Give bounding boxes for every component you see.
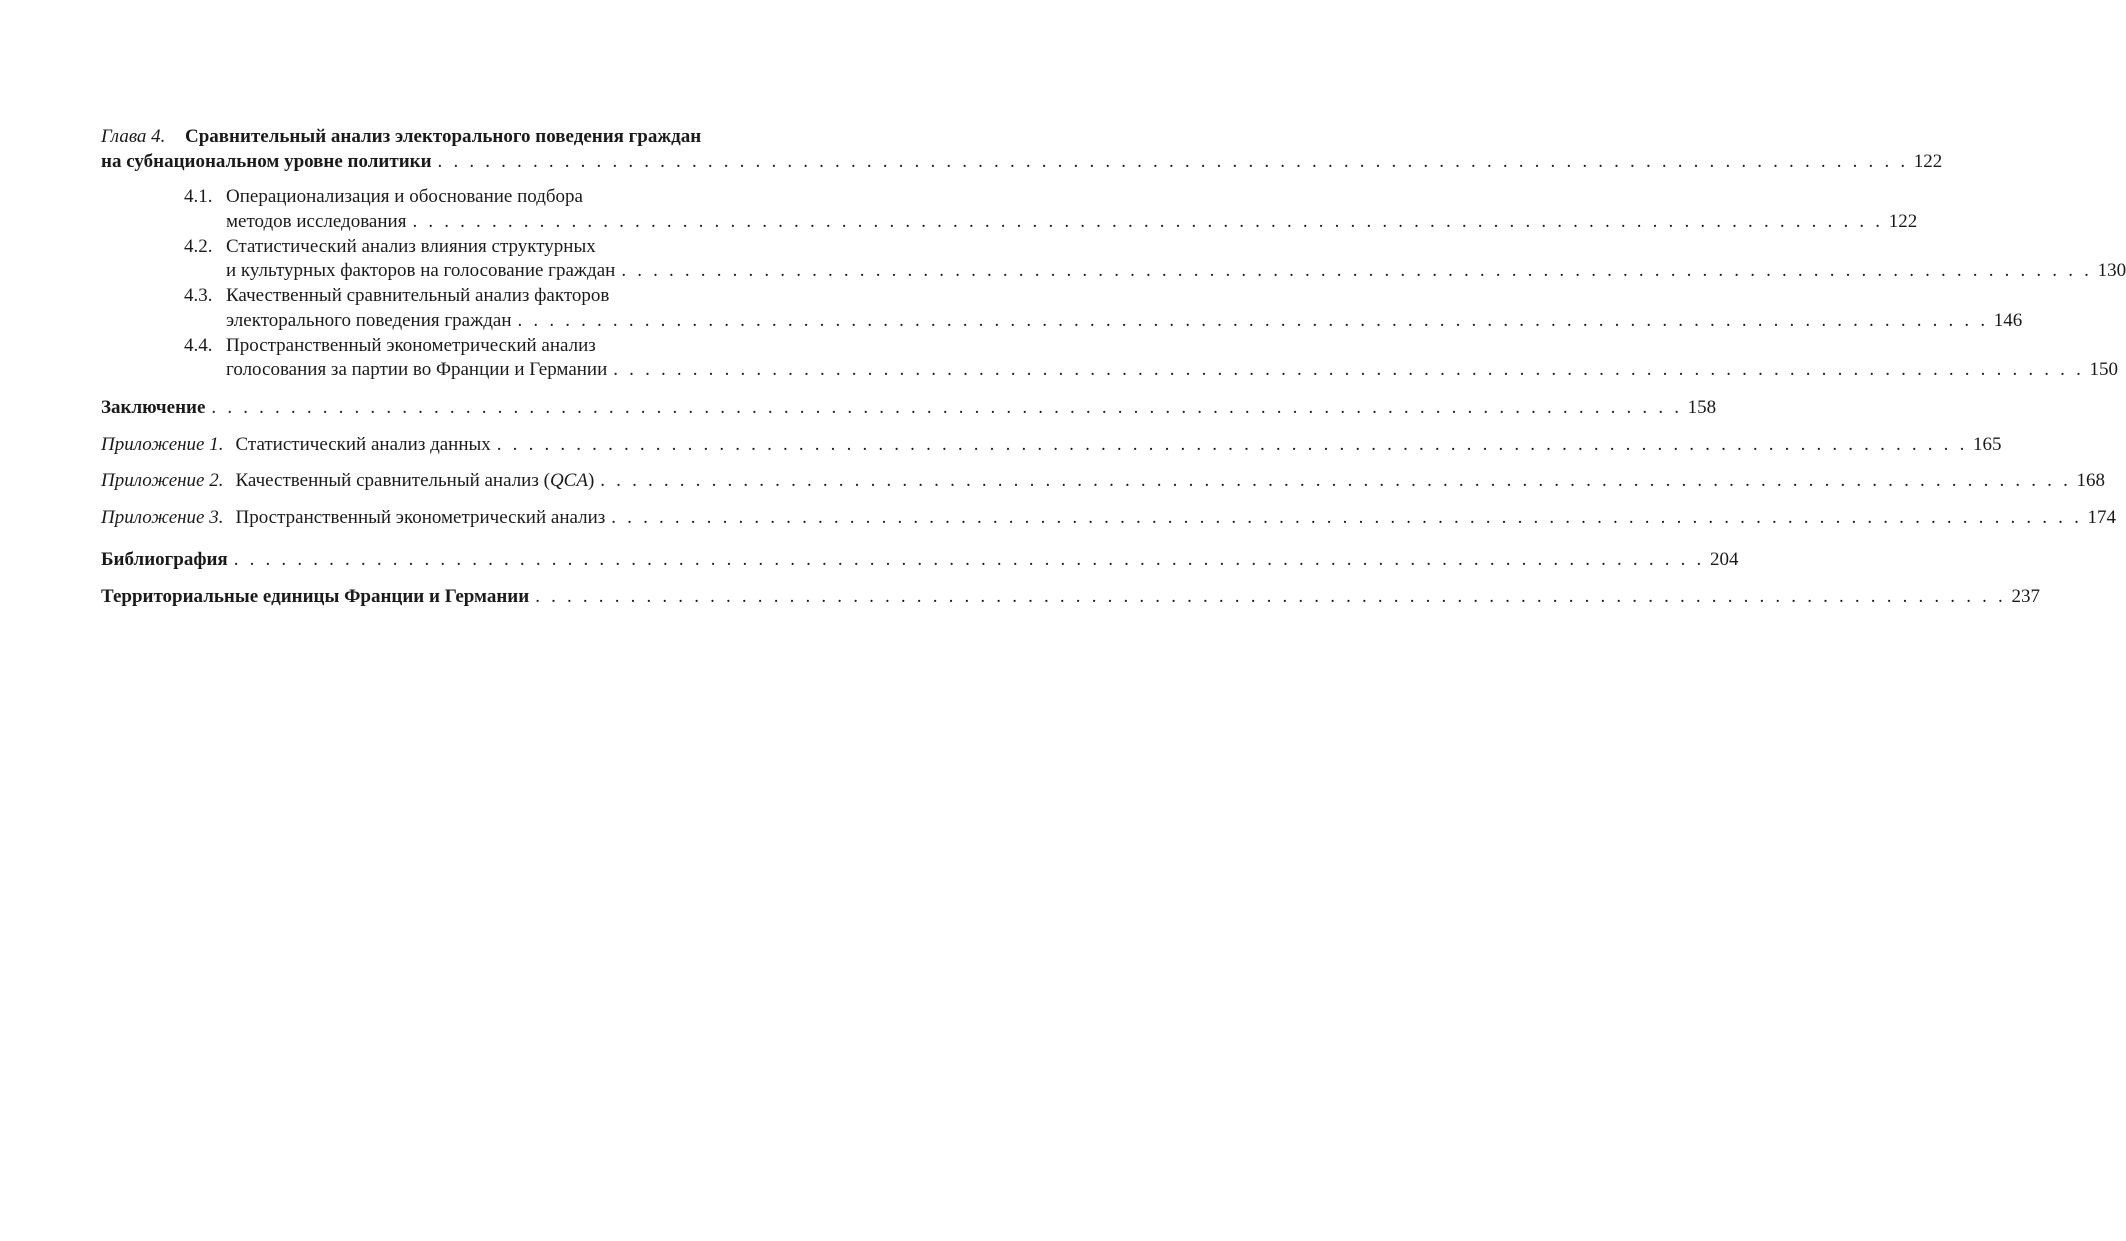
section-number: 4.3. bbox=[184, 285, 213, 306]
dot-leader bbox=[615, 259, 2092, 284]
appendix-label: Приложение 1. bbox=[101, 433, 224, 455]
toc-bibliography[interactable] bbox=[101, 548, 1739, 573]
appendix-title: Статистический анализ данных bbox=[235, 433, 491, 455]
toc-appendix-3[interactable] bbox=[101, 506, 2117, 531]
page-number: 146 bbox=[1993, 309, 2023, 331]
dot-leader bbox=[605, 506, 2082, 531]
chapter-label: Глава 4. bbox=[101, 126, 166, 147]
page-number: 122 bbox=[1913, 150, 1943, 172]
toc-section-4-3[interactable] bbox=[101, 284, 2023, 333]
dot-leader bbox=[607, 358, 2084, 383]
page-number: 165 bbox=[1973, 433, 2002, 455]
qca-abbreviation: QCA bbox=[549, 470, 588, 491]
appendix-title-start: Качественный сравнительный анализ ( bbox=[235, 470, 550, 491]
section-title-line1: Статистический анализ влияния структурных bbox=[226, 235, 596, 257]
section-number: 4.4. bbox=[184, 334, 213, 356]
section-title-line2: и культурных факторов на голосование граждан bbox=[226, 260, 616, 281]
page-number: 237 bbox=[2011, 585, 2040, 607]
dot-leader bbox=[512, 309, 1989, 334]
section-list bbox=[101, 185, 2126, 383]
page-number: 204 bbox=[1709, 549, 1739, 570]
appendix-label: Приложение 2. bbox=[101, 470, 224, 491]
section-title-line1: Операционализация и обоснование подбора bbox=[226, 186, 583, 207]
dot-leader bbox=[205, 396, 1682, 421]
section-number: 4.1. bbox=[184, 186, 213, 207]
toc-appendix-2[interactable] bbox=[101, 469, 2106, 494]
chapter-title-line1: Сравнительный анализ электорального поведения граждан bbox=[185, 126, 702, 147]
section-title-line1: Пространственный эконометрический анализ bbox=[226, 334, 596, 356]
section-number: 4.2. bbox=[184, 235, 213, 257]
section-title-line2: электорального поведения граждан bbox=[226, 309, 512, 331]
toc-appendix-1[interactable] bbox=[101, 433, 2002, 458]
section-title-line1: Качественный сравнительный анализ факторов bbox=[226, 285, 610, 306]
dot-leader bbox=[228, 548, 1705, 573]
appendix-title bbox=[235, 469, 594, 494]
toc-conclusion[interactable] bbox=[101, 396, 1717, 421]
territorial-units-title: Территориальные единицы Франции и Германии bbox=[101, 585, 530, 607]
page-number: 130 bbox=[2097, 260, 2126, 281]
page-number: 158 bbox=[1687, 397, 1717, 418]
dot-leader bbox=[491, 433, 1968, 458]
chapter-title-line2: на субнациональном уровне политики bbox=[101, 150, 432, 172]
bibliography-title: Библиография bbox=[101, 549, 228, 570]
dot-leader bbox=[406, 210, 1883, 235]
appendix-title-end: ) bbox=[587, 470, 595, 491]
appendix-title: Пространственный эконометрический анализ bbox=[235, 506, 606, 528]
toc-chapter-4[interactable] bbox=[101, 125, 1943, 174]
page-number: 122 bbox=[1888, 210, 1918, 232]
dot-leader bbox=[594, 469, 2071, 494]
section-title-line2: голосования за партии во Франции и Германии bbox=[226, 359, 608, 380]
section-title-line2: методов исследования bbox=[226, 210, 407, 232]
conclusion-title: Заключение bbox=[101, 397, 206, 418]
table-of-contents bbox=[101, 125, 2126, 609]
toc-section-4-2[interactable] bbox=[101, 235, 2126, 284]
toc-territorial-units[interactable] bbox=[101, 585, 2040, 610]
page-number: 150 bbox=[2089, 359, 2119, 380]
page-number: 174 bbox=[2087, 506, 2117, 528]
page-number: 168 bbox=[2076, 470, 2106, 491]
toc-section-4-4[interactable] bbox=[101, 334, 2119, 383]
dot-leader bbox=[432, 150, 1909, 175]
toc-section-4-1[interactable] bbox=[101, 185, 1918, 234]
dot-leader bbox=[529, 585, 2006, 610]
appendix-label: Приложение 3. bbox=[101, 506, 224, 528]
